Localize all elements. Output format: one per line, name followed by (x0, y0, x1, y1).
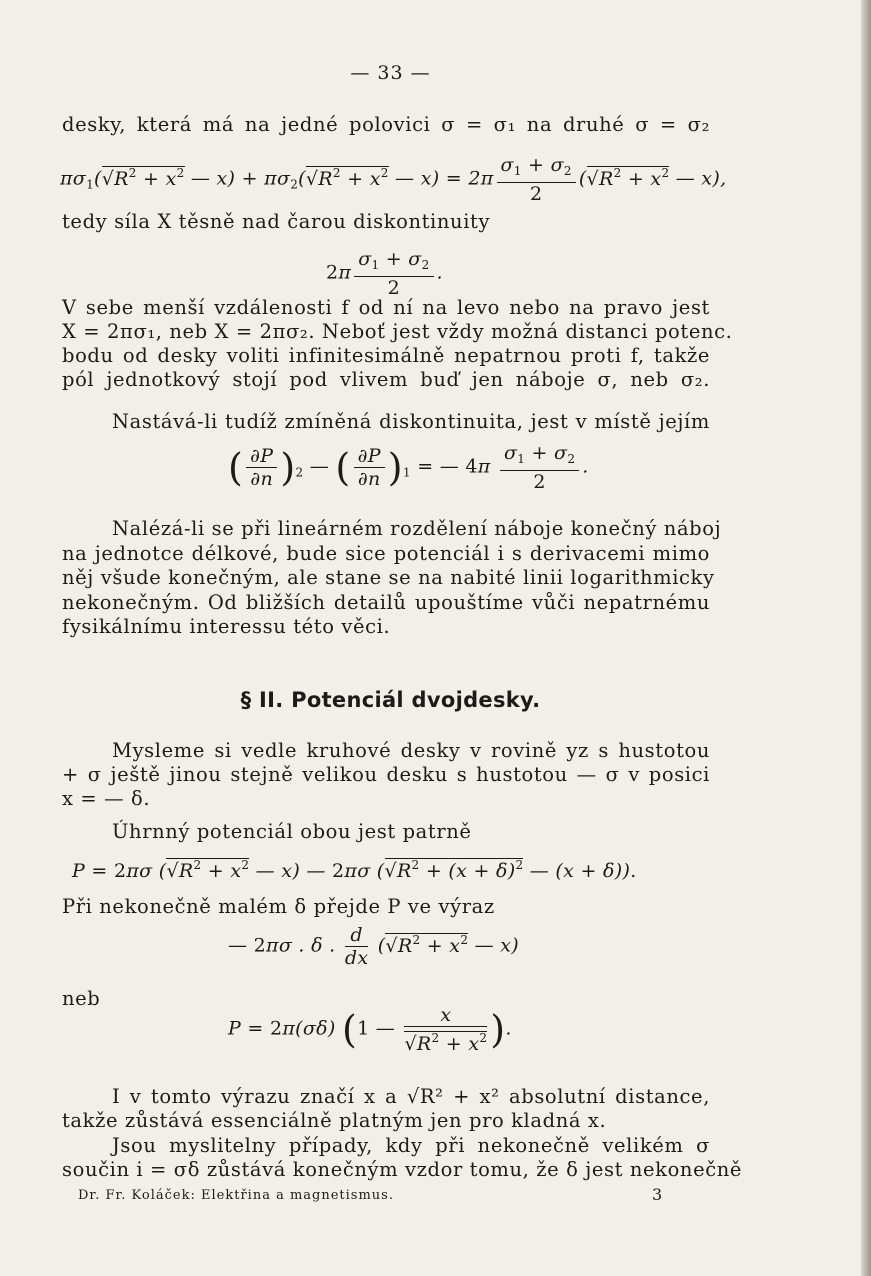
text-line: Jsou myslitelny případy, kdy při nekonečně velikém σ (112, 1134, 710, 1157)
equation-3: ( $\frac{\partial P}{\partial n}$ )$_2$ — ( $\frac{\partial P}{\partial n}$ )$_1$ = — 4π $\frac{\sigma_1 + \sigma_2}{2}$ . (228, 442, 589, 493)
text-line: něj všude konečným, ale stane se na nabité linii logarithmicky (62, 566, 715, 589)
equation-5: — 2πσ . δ . $\frac{d}{dx}$ ($√R^2 + x^2$ — x) (228, 924, 519, 969)
text-line: Mysleme si vedle kruhové desky v rovině yz s hustotou (112, 739, 710, 762)
text-line: desky, která má na jedné polovici σ = σ₁ na druhé σ = σ₂ (62, 113, 710, 136)
text-line: Nastává-li tudíž zmíněná diskontinuita, jest v místě jejím (112, 410, 710, 433)
equation-1: $\pi\sigma_1(√R^2 + x^2$ — $x) + \pi\sigma_2(√R^2 + x^2$ — x) = 2π $\frac{\sigma_1 + \sigma_2}{2}$ ($√R^2 + x^2$ — x), (60, 154, 727, 205)
footer-text: Dr. Fr. Koláček: Elektřina a magnetismus. (78, 1188, 394, 1203)
equation-6: P = 2π(σδ) (1 — $\frac{x}{√R^2 + x^2}$ ). (228, 1004, 512, 1055)
text-line: X = 2πσ₁, neb X = 2πσ₂. Neboť jest vždy možná distanci potenc. (62, 320, 733, 343)
text-line: Úhrnný potenciál obou jest patrně (112, 820, 472, 843)
equation-4: P = 2πσ ($√R^2 + x^2$ — x) — 2πσ ($√R^2 + (x + \delta)^2$ — (x + δ)). (72, 858, 637, 882)
text-line: I v tomto výrazu značí x a √R² + x² absolutní distance, (112, 1085, 710, 1108)
page-number: — 33 — (350, 62, 431, 84)
footer-number: 3 (652, 1185, 663, 1204)
text-line: součin i = σδ zůstává konečným vzdor tomu, že δ jest nekonečně (62, 1158, 743, 1181)
text-line: V sebe menší vzdálenosti f od ní na levo nebo na pravo jest (62, 296, 710, 319)
text-line: pól jednotkový stojí pod vlivem buď jen náboje σ, neb σ₂. (62, 368, 710, 391)
page-edge (861, 0, 871, 1276)
section-heading: § II. Potenciál dvojdesky. (240, 688, 541, 712)
text-line: tedy síla X těsně nad čarou diskontinuity (62, 210, 491, 233)
text-line: na jednotce délkové, bude sice potenciál i s derivacemi mimo (62, 542, 710, 565)
text-line: nekonečným. Od bližších detailů upouštíme vůči nepatrnému (62, 591, 710, 614)
equation-2: 2π $\frac{\sigma_1 + \sigma_2}{2}$ . (326, 248, 443, 299)
text-line: Při nekonečně malém δ přejde P ve výraz (62, 895, 495, 918)
text-line: neb (62, 987, 101, 1010)
text-line: + σ ještě jinou stejně velikou desku s hustotou — σ v posici (62, 763, 710, 786)
text-line: fysikálnímu interessu této věci. (62, 615, 391, 638)
text-line: Nalézá-li se při lineárném rozdělení náboje konečný náboj (112, 517, 722, 540)
text-line: takže zůstává essenciálně platným jen pro kladná x. (62, 1109, 607, 1132)
text-line: bodu od desky voliti infinitesimálně nepatrnou proti f, takže (62, 344, 710, 367)
text-line: x = — δ. (62, 787, 151, 810)
